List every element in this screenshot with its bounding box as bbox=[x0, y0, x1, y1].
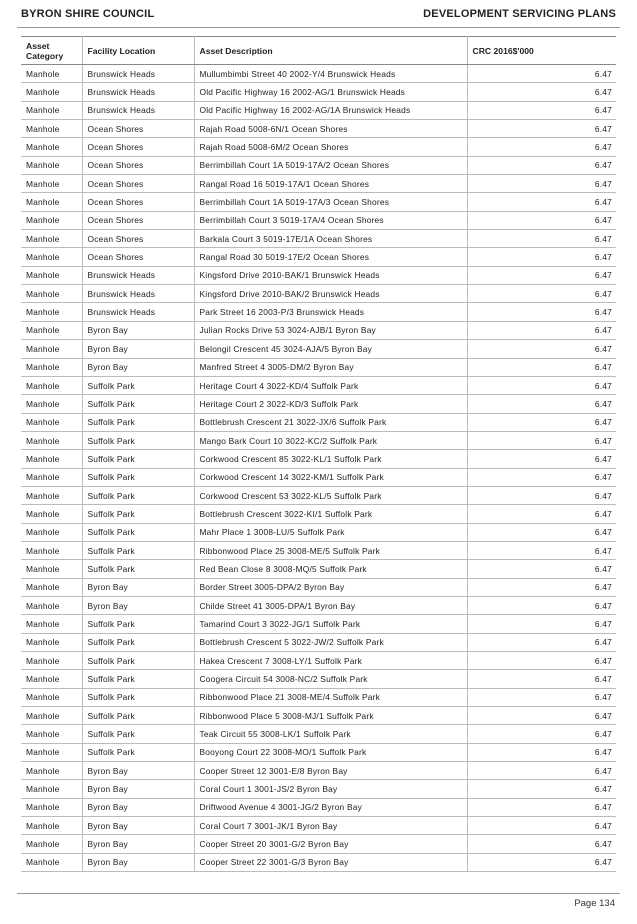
asset-description-cell: Ribbonwood Place 5 3008-MJ/1 Suffolk Park bbox=[194, 707, 467, 725]
table-row bbox=[21, 450, 616, 468]
table-row bbox=[21, 285, 616, 303]
asset-category-cell: Manhole bbox=[21, 340, 82, 358]
facility-location-cell: Byron Bay bbox=[82, 358, 194, 376]
table-row bbox=[21, 211, 616, 229]
crc-value-cell: 6.47 bbox=[467, 120, 616, 138]
asset-description-cell: Manfred Street 4 3005-DM/2 Byron Bay bbox=[194, 358, 467, 376]
asset-description-cell: Bottlebrush Crescent 21 3022-JX/6 Suffolk Park bbox=[194, 413, 467, 431]
asset-category-cell: Manhole bbox=[21, 743, 82, 761]
asset-description-cell: Mahr Place 1 3008-LU/5 Suffolk Park bbox=[194, 523, 467, 541]
asset-description-cell: Corkwood Crescent 14 3022-KM/1 Suffolk Park bbox=[194, 468, 467, 486]
table-row bbox=[21, 835, 616, 853]
asset-description-cell: Rangal Road 30 5019-17E/2 Ocean Shores bbox=[194, 248, 467, 266]
facility-location-cell: Byron Bay bbox=[82, 853, 194, 871]
facility-location-cell: Ocean Shores bbox=[82, 193, 194, 211]
asset-category-cell: Manhole bbox=[21, 156, 82, 174]
facility-location-cell: Brunswick Heads bbox=[82, 266, 194, 284]
facility-location-cell: Suffolk Park bbox=[82, 633, 194, 651]
asset-category-cell: Manhole bbox=[21, 523, 82, 541]
crc-value-cell: 6.47 bbox=[467, 615, 616, 633]
column-header-asset-description: Asset Description bbox=[194, 37, 467, 65]
column-header-crc: CRC 2016$'000 bbox=[467, 37, 616, 65]
crc-value-cell: 6.47 bbox=[467, 633, 616, 651]
facility-location-cell: Suffolk Park bbox=[82, 615, 194, 633]
table-row bbox=[21, 523, 616, 541]
table-row bbox=[21, 248, 616, 266]
table-row bbox=[21, 505, 616, 523]
table-row bbox=[21, 633, 616, 651]
asset-category-cell: Manhole bbox=[21, 101, 82, 119]
crc-value-cell: 6.47 bbox=[467, 303, 616, 321]
asset-description-cell: Mullumbimbi Street 40 2002-Y/4 Brunswick Heads bbox=[194, 65, 467, 83]
facility-location-cell: Suffolk Park bbox=[82, 725, 194, 743]
asset-description-cell: Berrimbillah Court 1A 5019-17A/2 Ocean Shores bbox=[194, 156, 467, 174]
asset-description-cell: Tamarind Court 3 3022-JG/1 Suffolk Park bbox=[194, 615, 467, 633]
asset-description-cell: Heritage Court 2 3022-KD/3 Suffolk Park bbox=[194, 395, 467, 413]
facility-location-cell: Byron Bay bbox=[82, 578, 194, 596]
facility-location-cell: Suffolk Park bbox=[82, 505, 194, 523]
facility-location-cell: Suffolk Park bbox=[82, 560, 194, 578]
crc-value-cell: 6.47 bbox=[467, 376, 616, 394]
table-row bbox=[21, 817, 616, 835]
table-row bbox=[21, 578, 616, 596]
asset-description-cell: Red Bean Close 8 3008-MQ/5 Suffolk Park bbox=[194, 560, 467, 578]
table-row bbox=[21, 266, 616, 284]
facility-location-cell: Suffolk Park bbox=[82, 413, 194, 431]
facility-location-cell: Brunswick Heads bbox=[82, 83, 194, 101]
crc-value-cell: 6.47 bbox=[467, 652, 616, 670]
asset-category-cell: Manhole bbox=[21, 413, 82, 431]
facility-location-cell: Suffolk Park bbox=[82, 486, 194, 504]
crc-value-cell: 6.47 bbox=[467, 743, 616, 761]
crc-value-cell: 6.47 bbox=[467, 431, 616, 449]
facility-location-cell: Ocean Shores bbox=[82, 120, 194, 138]
asset-category-cell: Manhole bbox=[21, 688, 82, 706]
asset-description-cell: Rangal Road 16 5019-17A/1 Ocean Shores bbox=[194, 175, 467, 193]
asset-description-cell: Ribbonwood Place 21 3008-ME/4 Suffolk Park bbox=[194, 688, 467, 706]
table-row bbox=[21, 468, 616, 486]
crc-value-cell: 6.47 bbox=[467, 835, 616, 853]
facility-location-cell: Suffolk Park bbox=[82, 707, 194, 725]
table-row bbox=[21, 560, 616, 578]
asset-category-cell: Manhole bbox=[21, 853, 82, 871]
asset-description-cell: Rajah Road 5008-6N/1 Ocean Shores bbox=[194, 120, 467, 138]
asset-category-cell: Manhole bbox=[21, 395, 82, 413]
crc-value-cell: 6.47 bbox=[467, 505, 616, 523]
crc-value-cell: 6.47 bbox=[467, 413, 616, 431]
facility-location-cell: Ocean Shores bbox=[82, 211, 194, 229]
table-row bbox=[21, 413, 616, 431]
crc-value-cell: 6.47 bbox=[467, 523, 616, 541]
asset-description-cell: Driftwood Avenue 4 3001-JG/2 Byron Bay bbox=[194, 798, 467, 816]
table-row bbox=[21, 688, 616, 706]
crc-value-cell: 6.47 bbox=[467, 670, 616, 688]
crc-value-cell: 6.47 bbox=[467, 762, 616, 780]
table-header-row bbox=[21, 37, 616, 65]
crc-value-cell: 6.47 bbox=[467, 156, 616, 174]
table-row bbox=[21, 156, 616, 174]
crc-value-cell: 6.47 bbox=[467, 725, 616, 743]
table-row bbox=[21, 798, 616, 816]
table-row bbox=[21, 395, 616, 413]
asset-category-cell: Manhole bbox=[21, 431, 82, 449]
table-row bbox=[21, 321, 616, 339]
asset-category-cell: Manhole bbox=[21, 230, 82, 248]
asset-category-cell: Manhole bbox=[21, 817, 82, 835]
crc-value-cell: 6.47 bbox=[467, 101, 616, 119]
asset-category-cell: Manhole bbox=[21, 358, 82, 376]
facility-location-cell: Ocean Shores bbox=[82, 138, 194, 156]
asset-category-cell: Manhole bbox=[21, 725, 82, 743]
asset-description-cell: Park Street 16 2003-P/3 Brunswick Heads bbox=[194, 303, 467, 321]
table-row bbox=[21, 303, 616, 321]
table-row bbox=[21, 83, 616, 101]
facility-location-cell: Brunswick Heads bbox=[82, 65, 194, 83]
asset-category-cell: Manhole bbox=[21, 780, 82, 798]
facility-location-cell: Byron Bay bbox=[82, 835, 194, 853]
column-header-asset-category: Asset Category bbox=[21, 37, 82, 65]
facility-location-cell: Suffolk Park bbox=[82, 688, 194, 706]
asset-category-cell: Manhole bbox=[21, 193, 82, 211]
crc-value-cell: 6.47 bbox=[467, 853, 616, 871]
asset-description-cell: Border Street 3005-DPA/2 Byron Bay bbox=[194, 578, 467, 596]
facility-location-cell: Suffolk Park bbox=[82, 468, 194, 486]
asset-description-cell: Rajah Road 5008-6M/2 Ocean Shores bbox=[194, 138, 467, 156]
asset-category-cell: Manhole bbox=[21, 707, 82, 725]
asset-description-cell: Kingsford Drive 2010-BAK/2 Brunswick Heads bbox=[194, 285, 467, 303]
crc-value-cell: 6.47 bbox=[467, 468, 616, 486]
crc-value-cell: 6.47 bbox=[467, 450, 616, 468]
asset-category-cell: Manhole bbox=[21, 541, 82, 559]
facility-location-cell: Ocean Shores bbox=[82, 156, 194, 174]
table-row bbox=[21, 725, 616, 743]
asset-description-cell: Berrimbillah Court 3 5019-17A/4 Ocean Shores bbox=[194, 211, 467, 229]
facility-location-cell: Brunswick Heads bbox=[82, 101, 194, 119]
crc-value-cell: 6.47 bbox=[467, 230, 616, 248]
asset-description-cell: Old Pacific Highway 16 2002-AG/1A Brunswick Heads bbox=[194, 101, 467, 119]
facility-location-cell: Suffolk Park bbox=[82, 431, 194, 449]
asset-category-cell: Manhole bbox=[21, 138, 82, 156]
column-header-facility-location: Facility Location bbox=[82, 37, 194, 65]
asset-description-cell: Old Pacific Highway 16 2002-AG/1 Brunswick Heads bbox=[194, 83, 467, 101]
table-row bbox=[21, 101, 616, 119]
asset-category-cell: Manhole bbox=[21, 303, 82, 321]
facility-location-cell: Brunswick Heads bbox=[82, 285, 194, 303]
asset-description-cell: Julian Rocks Drive 53 3024-AJB/1 Byron Bay bbox=[194, 321, 467, 339]
asset-category-cell: Manhole bbox=[21, 65, 82, 83]
table-row bbox=[21, 175, 616, 193]
crc-value-cell: 6.47 bbox=[467, 138, 616, 156]
asset-category-cell: Manhole bbox=[21, 670, 82, 688]
table-row bbox=[21, 138, 616, 156]
table-row bbox=[21, 193, 616, 211]
asset-category-cell: Manhole bbox=[21, 835, 82, 853]
asset-description-cell: Heritage Court 4 3022-KD/4 Suffolk Park bbox=[194, 376, 467, 394]
asset-description-cell: Cooper Street 22 3001-G/3 Byron Bay bbox=[194, 853, 467, 871]
asset-description-cell: Teak Circuit 55 3008-LK/1 Suffolk Park bbox=[194, 725, 467, 743]
table-row bbox=[21, 596, 616, 614]
asset-description-cell: Kingsford Drive 2010-BAK/1 Brunswick Heads bbox=[194, 266, 467, 284]
crc-value-cell: 6.47 bbox=[467, 541, 616, 559]
asset-description-cell: Corkwood Crescent 53 3022-KL/5 Suffolk Park bbox=[194, 486, 467, 504]
page-number: Page 134 bbox=[574, 898, 615, 909]
table-row bbox=[21, 853, 616, 871]
crc-value-cell: 6.47 bbox=[467, 707, 616, 725]
table-body bbox=[21, 65, 616, 872]
crc-value-cell: 6.47 bbox=[467, 83, 616, 101]
crc-value-cell: 6.47 bbox=[467, 395, 616, 413]
facility-location-cell: Ocean Shores bbox=[82, 175, 194, 193]
document-title: DEVELOPMENT SERVICING PLANS bbox=[423, 8, 616, 20]
table-row bbox=[21, 486, 616, 504]
table-row bbox=[21, 615, 616, 633]
asset-category-cell: Manhole bbox=[21, 633, 82, 651]
table-row bbox=[21, 780, 616, 798]
asset-description-cell: Hakea Crescent 7 3008-LY/1 Suffolk Park bbox=[194, 652, 467, 670]
asset-description-cell: Cooper Street 12 3001-E/8 Byron Bay bbox=[194, 762, 467, 780]
crc-value-cell: 6.47 bbox=[467, 358, 616, 376]
asset-description-cell: Booyong Court 22 3008-MO/1 Suffolk Park bbox=[194, 743, 467, 761]
crc-value-cell: 6.47 bbox=[467, 321, 616, 339]
facility-location-cell: Byron Bay bbox=[82, 321, 194, 339]
facility-location-cell: Suffolk Park bbox=[82, 743, 194, 761]
table-row bbox=[21, 376, 616, 394]
crc-value-cell: 6.47 bbox=[467, 596, 616, 614]
facility-location-cell: Byron Bay bbox=[82, 762, 194, 780]
asset-description-cell: Mango Bark Court 10 3022-KC/2 Suffolk Park bbox=[194, 431, 467, 449]
table-row bbox=[21, 358, 616, 376]
asset-description-cell: Childe Street 41 3005-DPA/1 Byron Bay bbox=[194, 596, 467, 614]
facility-location-cell: Suffolk Park bbox=[82, 541, 194, 559]
facility-location-cell: Brunswick Heads bbox=[82, 303, 194, 321]
asset-description-cell: Berrimbillah Court 1A 5019-17A/3 Ocean Shores bbox=[194, 193, 467, 211]
council-name: BYRON SHIRE COUNCIL bbox=[21, 8, 155, 20]
asset-table bbox=[21, 36, 616, 872]
crc-value-cell: 6.47 bbox=[467, 175, 616, 193]
facility-location-cell: Byron Bay bbox=[82, 780, 194, 798]
asset-category-cell: Manhole bbox=[21, 450, 82, 468]
asset-category-cell: Manhole bbox=[21, 762, 82, 780]
crc-value-cell: 6.47 bbox=[467, 340, 616, 358]
crc-value-cell: 6.47 bbox=[467, 193, 616, 211]
crc-value-cell: 6.47 bbox=[467, 248, 616, 266]
crc-value-cell: 6.47 bbox=[467, 817, 616, 835]
asset-description-cell: Coral Court 7 3001-JK/1 Byron Bay bbox=[194, 817, 467, 835]
page-header bbox=[21, 8, 616, 24]
table-row bbox=[21, 230, 616, 248]
asset-category-cell: Manhole bbox=[21, 376, 82, 394]
facility-location-cell: Ocean Shores bbox=[82, 248, 194, 266]
footer-divider bbox=[17, 893, 620, 894]
facility-location-cell: Byron Bay bbox=[82, 340, 194, 358]
crc-value-cell: 6.47 bbox=[467, 486, 616, 504]
table-row bbox=[21, 431, 616, 449]
facility-location-cell: Suffolk Park bbox=[82, 450, 194, 468]
header-divider bbox=[17, 27, 620, 28]
asset-category-cell: Manhole bbox=[21, 211, 82, 229]
facility-location-cell: Byron Bay bbox=[82, 798, 194, 816]
table-row bbox=[21, 743, 616, 761]
crc-value-cell: 6.47 bbox=[467, 780, 616, 798]
asset-category-cell: Manhole bbox=[21, 468, 82, 486]
table-row bbox=[21, 652, 616, 670]
asset-category-cell: Manhole bbox=[21, 83, 82, 101]
asset-category-cell: Manhole bbox=[21, 652, 82, 670]
table-row bbox=[21, 120, 616, 138]
asset-description-cell: Barkala Court 3 5019-17E/1A Ocean Shores bbox=[194, 230, 467, 248]
asset-category-cell: Manhole bbox=[21, 615, 82, 633]
asset-description-cell: Coral Court 1 3001-JS/2 Byron Bay bbox=[194, 780, 467, 798]
crc-value-cell: 6.47 bbox=[467, 211, 616, 229]
asset-category-cell: Manhole bbox=[21, 505, 82, 523]
table-row bbox=[21, 340, 616, 358]
crc-value-cell: 6.47 bbox=[467, 266, 616, 284]
facility-location-cell: Byron Bay bbox=[82, 596, 194, 614]
asset-description-cell: Coogera Circuit 54 3008-NC/2 Suffolk Park bbox=[194, 670, 467, 688]
asset-description-cell: Belongil Crescent 45 3024-AJA/5 Byron Bay bbox=[194, 340, 467, 358]
facility-location-cell: Suffolk Park bbox=[82, 395, 194, 413]
asset-category-cell: Manhole bbox=[21, 248, 82, 266]
asset-category-cell: Manhole bbox=[21, 175, 82, 193]
asset-description-cell: Corkwood Crescent 85 3022-KL/1 Suffolk Park bbox=[194, 450, 467, 468]
asset-category-cell: Manhole bbox=[21, 578, 82, 596]
asset-category-cell: Manhole bbox=[21, 560, 82, 578]
table-row bbox=[21, 541, 616, 559]
facility-location-cell: Suffolk Park bbox=[82, 652, 194, 670]
table-row bbox=[21, 762, 616, 780]
asset-category-cell: Manhole bbox=[21, 285, 82, 303]
facility-location-cell: Ocean Shores bbox=[82, 230, 194, 248]
table-row bbox=[21, 670, 616, 688]
facility-location-cell: Suffolk Park bbox=[82, 670, 194, 688]
asset-category-cell: Manhole bbox=[21, 798, 82, 816]
asset-category-cell: Manhole bbox=[21, 596, 82, 614]
crc-value-cell: 6.47 bbox=[467, 798, 616, 816]
table-row bbox=[21, 65, 616, 83]
facility-location-cell: Suffolk Park bbox=[82, 523, 194, 541]
crc-value-cell: 6.47 bbox=[467, 65, 616, 83]
facility-location-cell: Suffolk Park bbox=[82, 376, 194, 394]
asset-description-cell: Bottlebrush Crescent 3022-KI/1 Suffolk Park bbox=[194, 505, 467, 523]
asset-description-cell: Bottlebrush Crescent 5 3022-JW/2 Suffolk Park bbox=[194, 633, 467, 651]
asset-category-cell: Manhole bbox=[21, 486, 82, 504]
asset-description-cell: Cooper Street 20 3001-G/2 Byron Bay bbox=[194, 835, 467, 853]
facility-location-cell: Byron Bay bbox=[82, 817, 194, 835]
crc-value-cell: 6.47 bbox=[467, 578, 616, 596]
asset-category-cell: Manhole bbox=[21, 321, 82, 339]
asset-description-cell: Ribbonwood Place 25 3008-ME/5 Suffolk Park bbox=[194, 541, 467, 559]
crc-value-cell: 6.47 bbox=[467, 688, 616, 706]
crc-value-cell: 6.47 bbox=[467, 285, 616, 303]
asset-category-cell: Manhole bbox=[21, 266, 82, 284]
asset-category-cell: Manhole bbox=[21, 120, 82, 138]
table-row bbox=[21, 707, 616, 725]
crc-value-cell: 6.47 bbox=[467, 560, 616, 578]
